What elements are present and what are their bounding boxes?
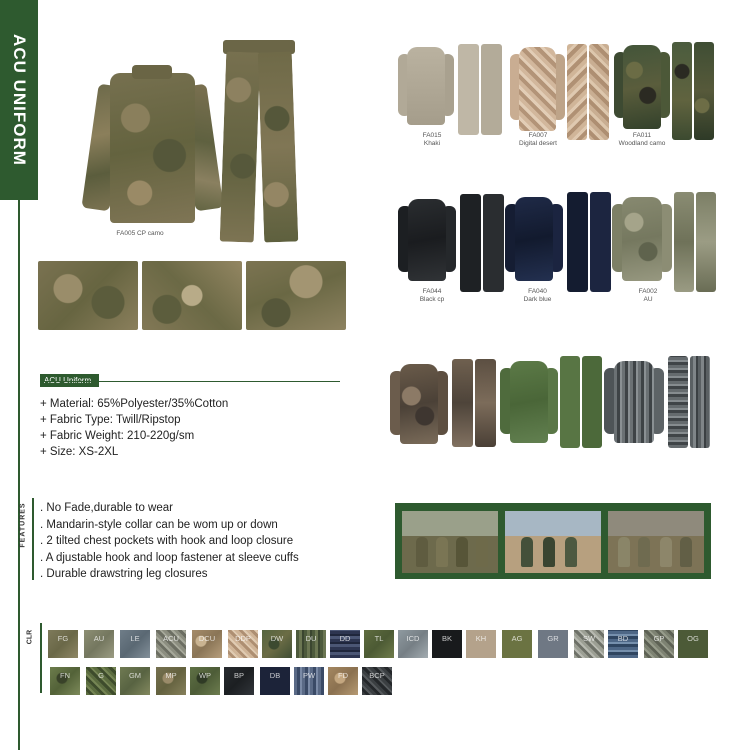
feature-item: . Mandarin-style collar can be wom up or down xyxy=(40,518,278,531)
section-underline xyxy=(40,381,340,382)
colorway-code: DCU xyxy=(198,634,216,643)
colorway-swatch xyxy=(538,630,568,658)
colorway-swatch xyxy=(84,630,114,658)
variant-caption-khaki: FA015 Khaki xyxy=(422,132,442,147)
spec-fabric-weight: + Fabric Weight: 210-220g/sm xyxy=(40,430,195,442)
variant-image-olive-green xyxy=(500,352,602,448)
colorway-swatch xyxy=(120,630,150,658)
colorway-swatch xyxy=(156,667,186,695)
variant-image-urban-digital xyxy=(604,352,712,448)
colorway-code: DB xyxy=(269,671,281,680)
colorway-swatch xyxy=(608,630,638,658)
feature-list xyxy=(40,500,299,583)
variant-caption-woodland: FA011 Woodland camo xyxy=(618,132,666,147)
colorway-code: FG xyxy=(57,634,69,643)
features-divider xyxy=(32,498,34,580)
soldier-photo-3 xyxy=(608,511,704,573)
colorway-code: FN xyxy=(60,671,70,680)
feature-item: . A djustable hook and loop fastener at sleeve cuffs xyxy=(40,551,299,564)
feature-item: . Durable drawstring leg closures xyxy=(40,568,208,581)
fabric-closeup-1 xyxy=(38,261,138,330)
colorway-swatch xyxy=(398,630,428,658)
feature-item: . No Fade,durable to wear xyxy=(40,502,173,514)
variant-caption-au: FA002 AU xyxy=(638,288,658,303)
colorway-swatch xyxy=(156,630,186,658)
spec-list xyxy=(40,396,228,460)
colorway-code: FD xyxy=(338,671,348,680)
main-pants xyxy=(223,40,295,245)
colorway-code: BD xyxy=(617,634,629,643)
variant-image-woodland xyxy=(614,38,714,140)
variant-image-au xyxy=(612,188,714,292)
main-product-image xyxy=(85,40,315,230)
colorway-swatch xyxy=(260,667,290,695)
colorway-code: GP xyxy=(653,634,665,643)
colorway-swatch xyxy=(192,630,222,658)
colorway-swatch xyxy=(224,667,254,695)
variant-image-khaki xyxy=(398,40,506,132)
colorway-swatch xyxy=(328,667,358,695)
colorway-code: ICD xyxy=(406,634,420,643)
colorway-code: KH xyxy=(475,634,487,643)
colorway-code: LE xyxy=(130,634,140,643)
variant-image-snake-camo xyxy=(390,355,500,447)
colorway-swatch xyxy=(364,630,394,658)
variant-image-digital-desert xyxy=(510,40,610,140)
colorway-code: GM xyxy=(128,671,142,680)
colorway-swatch xyxy=(678,630,708,658)
colorway-swatch xyxy=(190,667,220,695)
clr-divider xyxy=(40,623,42,693)
colorway-code: BK xyxy=(441,634,452,643)
colorway-code: G xyxy=(98,671,104,680)
soldier-photo-strip xyxy=(395,503,711,579)
soldier-photo-1 xyxy=(402,511,498,573)
colorway-code: BCP xyxy=(369,671,385,680)
title-band xyxy=(0,0,38,200)
side-divider-line xyxy=(18,200,20,750)
colorway-code: SW xyxy=(582,634,596,643)
colorway-code: ACU xyxy=(163,634,179,643)
vertical-title: ACU UNIFORM xyxy=(10,34,29,166)
colorway-swatch xyxy=(432,630,462,658)
variant-image-dark-blue xyxy=(505,188,613,292)
section-header xyxy=(40,370,99,388)
fabric-closeup-2 xyxy=(142,261,242,330)
colorway-swatch xyxy=(86,667,116,695)
clr-label: CLR xyxy=(26,629,34,645)
variant-caption-black-cp: FA044 Black cp xyxy=(419,288,445,303)
colorway-code: DU xyxy=(305,634,317,643)
colorway-code: AU xyxy=(93,634,105,643)
colorway-swatch xyxy=(228,630,258,658)
colorway-code: WP xyxy=(198,671,212,680)
main-jacket xyxy=(90,65,215,225)
colorway-swatch xyxy=(50,667,80,695)
colorway-swatch xyxy=(466,630,496,658)
spec-material: + Material: 65%Polyester/35%Cotton xyxy=(40,398,229,410)
variant-caption-digital-desert: FA007 Digital desert xyxy=(519,132,557,147)
colorway-swatch xyxy=(294,667,324,695)
colorway-code: PW xyxy=(302,671,316,680)
colorway-swatch xyxy=(574,630,604,658)
colorway-code: OG xyxy=(687,634,699,643)
colorway-swatch xyxy=(502,630,532,658)
colorway-code: MP xyxy=(165,671,177,680)
main-product-caption: FA005 CP camo xyxy=(116,230,164,237)
colorway-code: GR xyxy=(547,634,559,643)
colorway-swatch xyxy=(644,630,674,658)
colorway-swatch xyxy=(48,630,78,658)
colorway-code: AG xyxy=(511,634,523,643)
colorway-code: DW xyxy=(270,634,284,643)
colorway-swatch xyxy=(120,667,150,695)
spec-size: + Size: XS-2XL xyxy=(40,446,119,458)
feature-item: . 2 tilted chest pockets with hook and loop closure xyxy=(40,535,294,548)
colorway-code: TL xyxy=(374,634,384,643)
colorway-swatch xyxy=(296,630,326,658)
colorway-swatch xyxy=(262,630,292,658)
variant-caption-dark-blue: FA040 Dark blue xyxy=(523,288,552,303)
fabric-closeup-3 xyxy=(246,261,346,330)
colorway-swatch xyxy=(330,630,360,658)
variant-image-black-cp xyxy=(398,190,508,290)
colorway-code: BP xyxy=(233,671,244,680)
soldier-photo-2 xyxy=(505,511,601,573)
colorway-code: DD xyxy=(339,634,351,643)
colorway-code: DDP xyxy=(235,634,251,643)
features-label: FEATURES xyxy=(19,502,27,548)
spec-fabric-type: + Fabric Type: Twill/Ripstop xyxy=(40,414,181,426)
colorway-swatch xyxy=(362,667,392,695)
